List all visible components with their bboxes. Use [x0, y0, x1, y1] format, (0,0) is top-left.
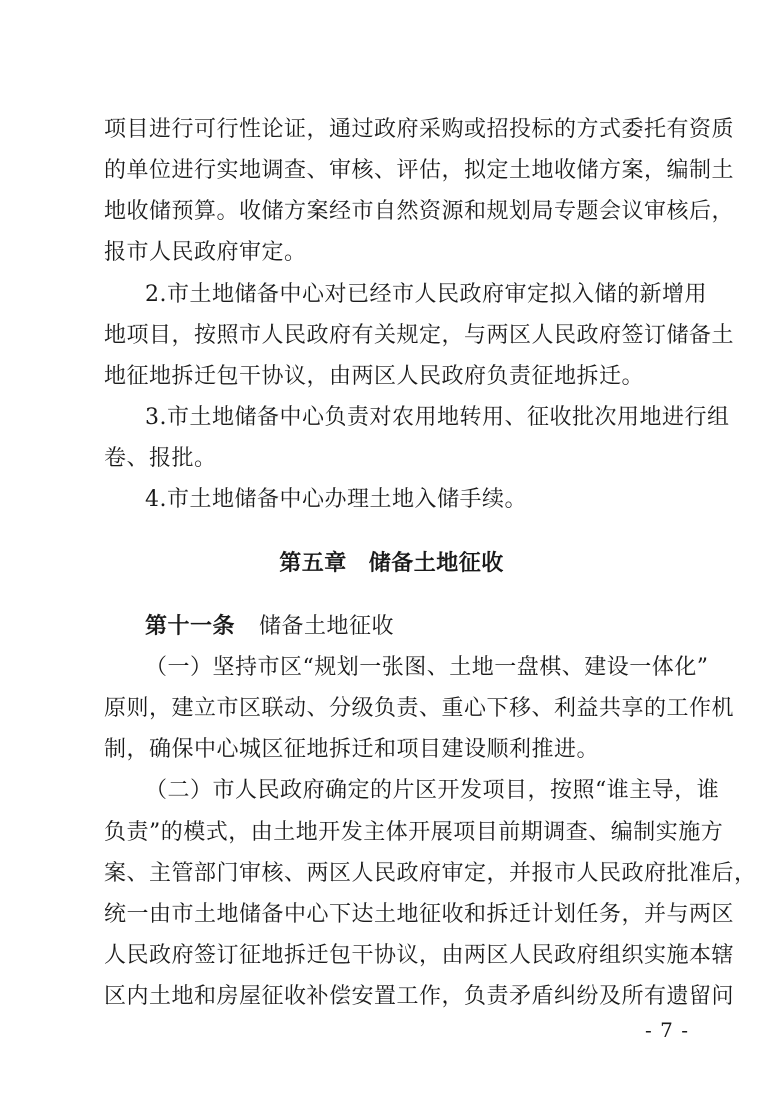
clause-1-line: 制，确保中心城区征地拆迁和项目建设顺利推进。 — [104, 737, 600, 763]
item-2-line: 地征地拆迁包干协议，由两区人民政府负责征地拆迁。 — [104, 363, 645, 389]
paragraph-line: 项目进行可行性论证，通过政府采购或招投标的方式委托有资质 — [104, 117, 735, 142]
clause-2-line: 负责”的模式，由土地开发主体开展项目前期调查、编制实施方 — [104, 819, 724, 845]
item-3-line: 卷、报批。 — [104, 446, 217, 472]
item-4-line: 4.市土地储备中心办理土地入储手续。 — [145, 487, 527, 513]
paragraph-line: 地收储预算。收储方案经市自然资源和规划局专题会议审核后， — [104, 199, 735, 225]
clause-2-line: （二）市人民政府确定的片区开发项目，按照“谁主导，谁 — [145, 778, 720, 804]
chapter-number: 第五章 — [279, 550, 347, 576]
clause-2-line: 人民政府签订征地拆迁包干协议，由两区人民政府组织实施本辖 — [104, 943, 735, 969]
chapter-heading — [0, 542, 783, 586]
article-title: 储备土地征收 — [259, 613, 395, 639]
clause-2-line: 区内土地和房屋征收补偿安置工作，负责矛盾纠纷及所有遗留问 — [104, 984, 735, 1010]
page-number: - 7 - — [645, 1018, 689, 1042]
clause-1-line: 原则，建立市区联动、分级负责、重心下移、利益共享的工作机 — [104, 696, 735, 722]
clause-2-line: 案、主管部门审核、两区人民政府审定，并报市人民政府批准后， — [104, 860, 757, 886]
paragraph-line: 的单位进行实地调查、审核、评估，拟定土地收储方案，编制土 — [104, 158, 735, 184]
clause-1-line: （一）坚持市区“规划一张图、土地一盘棋、建设一体化” — [145, 655, 709, 681]
paragraph-line: 报市人民政府审定。 — [104, 240, 307, 266]
item-3-line: 3.市土地储备中心负责对农用地转用、征收批次用地进行组 — [145, 405, 730, 430]
chapter-title: 储备土地征收 — [368, 550, 504, 576]
item-2-line: 地项目，按照市人民政府有关规定，与两区人民政府签订储备土 — [104, 322, 735, 348]
article-number: 第十一条 — [145, 613, 236, 639]
clause-2-line: 统一由市土地储备中心下达土地征收和拆迁计划任务，并与两区 — [104, 901, 735, 927]
item-2-line: 2.市土地储备中心对已经市人民政府审定拟入储的新增用 — [145, 281, 707, 307]
article-heading — [145, 605, 394, 649]
